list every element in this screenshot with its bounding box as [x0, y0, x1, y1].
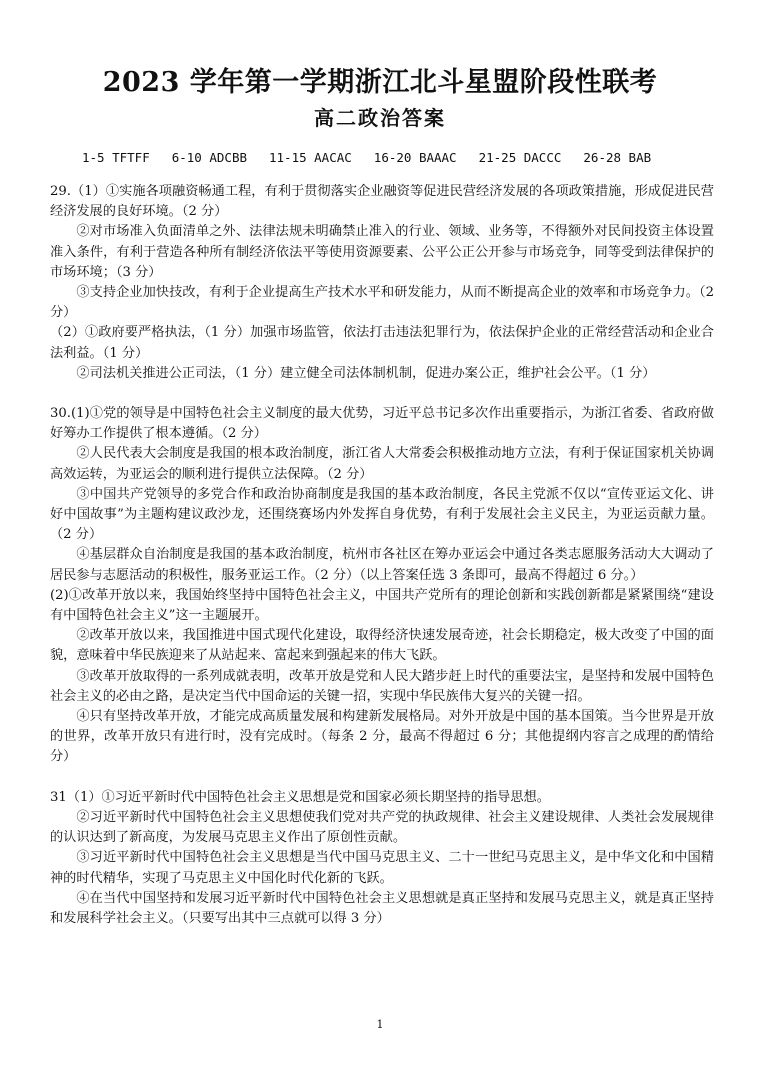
answer-paragraph: ④在当代中国坚持和发展习近平新时代中国特色社会主义思想就是真正坚持和发展马克思主义，就是真正坚持和发展科学社会主义。（只要写出其中三点就可以得 3 分） [50, 890, 714, 926]
answer-paragraph: 30.(1)①党的领导是中国特色社会主义制度的最大优势，习近平总书记多次作出重要指示，为浙江省委、省政府做好筹办工作提供了根本遵循。（2 分） [50, 406, 714, 442]
section-gap [50, 384, 714, 404]
multiple-choice-answers [82, 150, 722, 165]
answer-paragraph: ③支持企业加快技改，有利于企业提高生产技术水平和研发能力，从而不断提高企业的效率和市场竞争力。（2 分） [50, 285, 714, 321]
answer-paragraph: 31（1）①习近平新时代中国特色社会主义思想是党和国家必须长期坚持的指导思想。 [50, 789, 550, 805]
answer-paragraph: ③习近平新时代中国特色社会主义思想是当代中国马克思主义、二十一世纪马克思主义，是中华文化和中国精神的时代精华，实现了马克思主义中国化时代化新的飞跃。 [50, 850, 714, 886]
page-title: 2023 学年第一学期浙江北斗星盟阶段性联考 [102, 67, 658, 98]
answer-paragraph: ④只有坚持改革开放，才能完成高质量发展和构建新发展格局。对外开放是中国的基本国策。当今世界是开放的世界，改革开放只有进行时，没有完成时。（每条 2 分，最高不得超过 6 分；其他提纲内容言之成理的酌情给分） [50, 709, 714, 765]
answer-paragraph: ③改革开放取得的一系列成就表明，改革开放是党和人民大踏步赶上时代的重要法宝，是坚持和发展中国特色社会主义的必由之路，是决定当代中国命运的关键一招，实现中华民族伟大复兴的关键一招。 [50, 668, 714, 704]
answer-group: 16-20 BAAAC [373, 150, 457, 165]
question-31 [50, 788, 714, 929]
section-gap [50, 768, 714, 788]
answer-paragraph: ③中国共产党领导的多党合作和政治协商制度是我国的基本政治制度，各民主党派不仅以“宣传亚运文化、讲好中国故事”为主题构建议政沙龙，还围绕赛场内外发挥自身优势，有利于发展社会主义民主，为亚运贡献力量。（2 分） [50, 486, 714, 543]
question-29 [50, 182, 714, 384]
answer-paragraph: （2）①政府要严格执法，（1 分）加强市场监管，依法打击违法犯罪行为，依法保护企业的正常经营活动和企业合法利益。（1 分） [50, 325, 714, 361]
answer-group: 11-15 AACAC [269, 150, 352, 165]
answer-paragraph: ②人民代表大会制度是我国的根本政治制度，浙江省人大常委会积极推动地方立法，有利于保证国家机关协调高效运转，为亚运会的顺利进行提供立法保障。（2 分） [50, 446, 714, 482]
question-30 [50, 404, 714, 768]
answer-paragraph: ②改革开放以来，我国推进中国式现代化建设，取得经济快速发展奇迹，社会长期稳定，极大改变了中国的面貌，意味着中华民族迎来了从站起来、富起来到强起来的伟大飞跃。 [50, 628, 714, 664]
answer-group: 1-5 TFTFF [82, 150, 150, 165]
answer-paragraph: 29.（1）①实施各项融资畅通工程，有利于贯彻落实企业融资等促进民营经济发展的各项政策措施，形成促进民营经济发展的良好环境。（2 分） [50, 184, 714, 220]
answer-paragraph: (2)①改革开放以来，我国始终坚持中国特色社会主义，中国共产党所有的理论创新和实践创新都是紧紧围绕“建设有中国特色社会主义”这一主题展开。 [50, 587, 714, 624]
answer-group: 21-25 DACCC [478, 150, 562, 165]
answer-group: 26-28 BAB [583, 150, 652, 165]
answer-paragraph: ④基层群众自治制度是我国的基本政治制度，杭州市各社区在筹办亚运会中通过各类志愿服务活动大大调动了居民参与志愿活动的积极性，服务亚运工作。（2 分）（以上答案任选 3 条即可，最高不得超过 6 分。） [50, 547, 714, 583]
answer-paragraph: ②习近平新时代中国特色社会主义思想使我们党对共产党的执政规律、社会主义建设规律、人类社会发展规律的认识达到了新高度，为发展马克思主义作出了原创性贡献。 [50, 809, 714, 846]
answer-group: 6-10 ADCBB [171, 150, 247, 165]
answer-body [50, 182, 714, 929]
page-number: 1 [376, 1018, 384, 1031]
answer-paragraph: ②对市场准入负面清单之外、法律法规未明确禁止准入的行业、领域、业务等，不得额外对民间投资主体设置准入条件，有利于营造各种所有制经济依法平等使用资源要素、公平公正公开参与市场竞争，同等受到法律保护的市场环境；（3 分） [50, 224, 714, 280]
answer-paragraph: ②司法机关推进公正司法，（1 分）建立健全司法体制机制，促进办案公正，维护社会公平。（1 分） [76, 365, 656, 381]
page-subtitle: 高二政治答案 [314, 106, 446, 130]
